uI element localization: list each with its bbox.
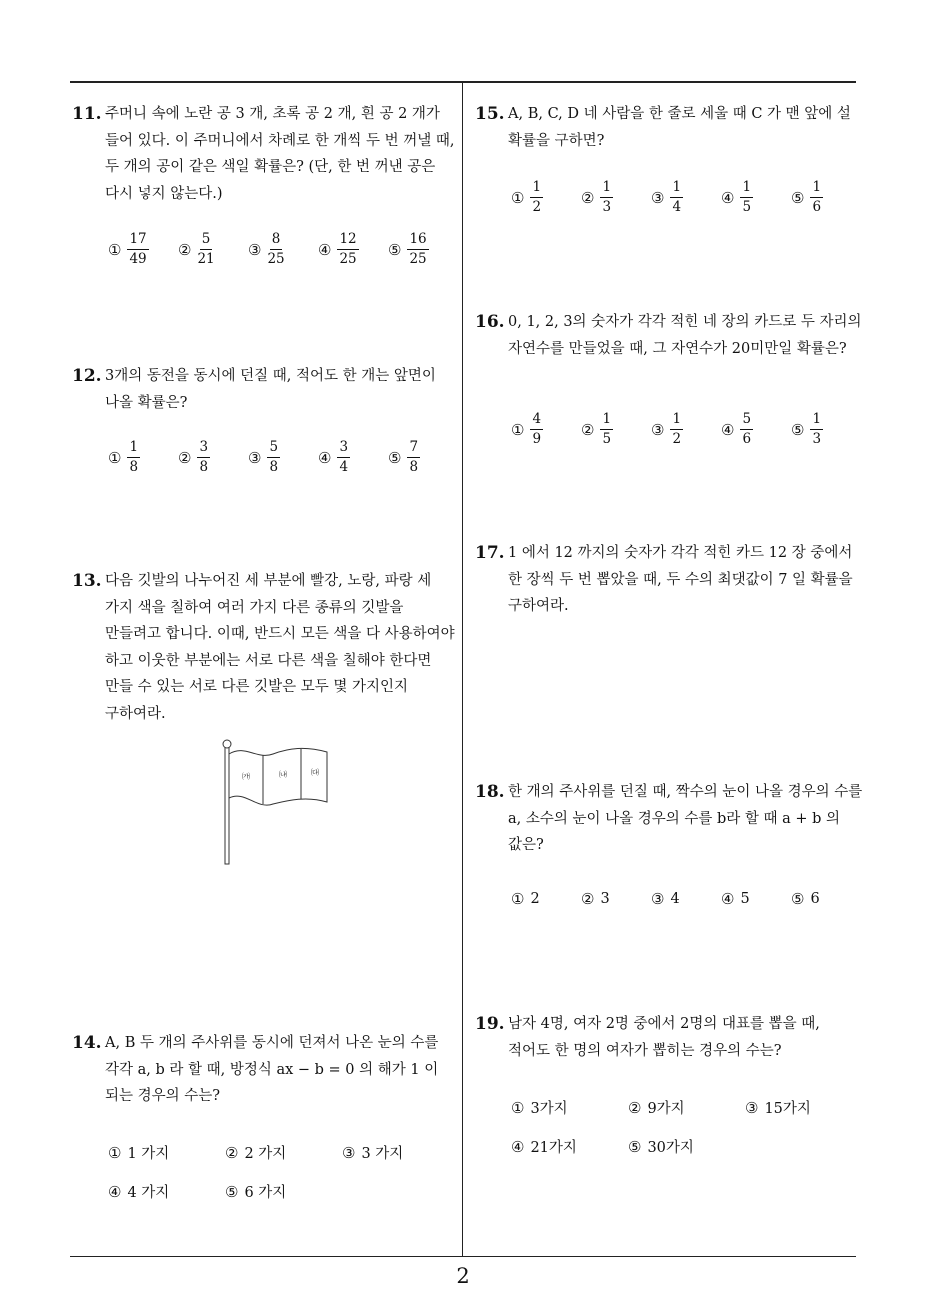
choices-14-row2 [108,1181,342,1202]
choice-5[interactable]: ⑤ $\frac{1}{6}$ [791,179,822,215]
choice-3[interactable]: ③ 15가지 [745,1098,811,1117]
choice-5[interactable]: ⑤ 6 [791,890,820,908]
problem-number: 14. [72,1033,102,1053]
choice-1[interactable]: ① 2 [511,890,540,908]
choice-2[interactable]: ② 3 [581,890,610,908]
choice-1[interactable]: ① $\frac{1}{2}$ [511,179,542,215]
choice-2[interactable]: ② 2 가지 [225,1143,287,1162]
problem-11 [72,101,460,207]
choice-5[interactable]: ⑤ $\frac{1}{3}$ [791,411,822,447]
bottom-rule [70,1256,856,1257]
choice-5[interactable]: ⑤ 6 가지 [225,1182,287,1201]
choices-16 [511,412,861,447]
problem-number: 17. [475,543,505,563]
choices-19-row2 [511,1136,745,1157]
choice-4[interactable]: ④ 5 [721,890,750,908]
top-rule [70,81,856,83]
choice-4[interactable]: ④ $\frac{1}{5}$ [721,179,752,215]
flag-label-1: ㈎ [242,772,250,781]
choice-4[interactable]: ④ $\frac{12}{25}$ [318,231,357,267]
choice-5[interactable]: ⑤ $\frac{7}{8}$ [388,439,419,475]
choice-2[interactable]: ② $\frac{3}{8}$ [178,439,209,475]
problem-text: A, B, C, D 네 사람을 한 줄로 세울 때 C 가 맨 앞에 설 확률을 구하면? [508,106,851,149]
choice-3[interactable]: ③ $\frac{5}{8}$ [248,439,279,475]
flag-diagram [215,738,335,868]
choices-14-row1 [108,1142,459,1163]
problem-number: 11. [72,104,102,124]
problem-text: 남자 4명, 여자 2명 중에서 2명의 대표를 뽑을 때, 적어도 한 명의 여자가 뽑히는 경우의 수는? [508,1016,820,1059]
problem-number: 16. [475,312,505,332]
problem-text: A, B 두 개의 주사위를 동시에 던져서 나온 눈의 수를 각각 a, b 라 할 때, 방정식 ax − b = 0 의 해가 1 이 되는 경우의 수는? [105,1035,439,1104]
problem-17 [475,540,863,620]
problem-text: 한 개의 주사위를 던질 때, 짝수의 눈이 나올 경우의 수를 a, 소수의 눈이 나올 경우의 수를 b라 할 때 a + b 의 값은? [508,784,863,853]
problem-19 [475,1011,863,1064]
problem-12 [72,363,460,416]
problem-15 [475,101,863,154]
problem-18 [475,779,863,859]
choice-2[interactable]: ② $\frac{5}{21}$ [178,231,215,267]
problem-14 [72,1030,460,1110]
problem-number: 18. [475,782,505,802]
problem-text: 다음 깃발의 나누어진 세 부분에 빨강, 노랑, 파랑 세 가지 색을 칠하여 여러 가지 다른 종류의 깃발을 만들려고 합니다. 이때, 반드시 모든 색을 다 사용하여야 하고 이웃한 부분에는 서로 다른 색을 칠해야 한다면 만들 수 있는 서로 다른 깃발은 모두 몇 가지인지 구하여라. [105,573,455,722]
choice-3[interactable]: ③ $\frac{1}{4}$ [651,179,682,215]
problem-text: 0, 1, 2, 3의 숫자가 각각 적힌 네 장의 카드로 두 자리의 자연수를 만들었을 때, 그 자연수가 20미만일 확률은? [508,314,862,357]
choice-4[interactable]: ④ 21가지 [511,1137,577,1156]
choices-19-row1 [511,1097,862,1118]
problem-text: 3개의 동전을 동시에 던질 때, 적어도 한 개는 앞면이 나올 확률은? [105,368,436,411]
choice-3[interactable]: ③ 3 가지 [342,1143,404,1162]
choice-1[interactable]: ① 3가지 [511,1098,568,1117]
flag-label-3: ㈐ [311,768,319,777]
choice-1[interactable]: ① $\frac{17}{49}$ [108,231,147,267]
choices-18 [511,890,861,908]
problem-16 [475,309,863,362]
choice-4[interactable]: ④ $\frac{5}{6}$ [721,411,752,447]
problem-number: 15. [475,104,505,124]
problem-number: 12. [72,366,102,386]
choice-3[interactable]: ③ 4 [651,890,680,908]
choice-2[interactable]: ② $\frac{1}{3}$ [581,179,612,215]
problem-text: 주머니 속에 노란 공 3 개, 초록 공 2 개, 흰 공 2 개가 들어 있다. 이 주머니에서 차례로 한 개씩 두 번 꺼낼 때, 두 개의 공이 같은 색일 확률은? (단, 한 번 꺼낸 공은 다시 넣지 않는다.) [105,106,455,202]
choice-3[interactable]: ③ $\frac{1}{2}$ [651,411,682,447]
choices-15 [511,180,861,215]
flag-label-2: ㈏ [279,770,287,779]
choice-5[interactable]: ⑤ $\frac{16}{25}$ [388,231,427,267]
choice-3[interactable]: ③ $\frac{8}{25}$ [248,231,285,267]
choices-12 [108,440,458,475]
choice-4[interactable]: ④ 4 가지 [108,1182,170,1201]
problem-13 [72,568,460,727]
problem-number: 13. [72,571,102,591]
choices-11 [108,232,458,267]
flag-figure [215,738,335,868]
choice-2[interactable]: ② $\frac{1}{5}$ [581,411,612,447]
choice-1[interactable]: ① $\frac{4}{9}$ [511,411,542,447]
choice-1[interactable]: ① 1 가지 [108,1143,170,1162]
problem-number: 19. [475,1014,505,1034]
choice-5[interactable]: ⑤ 30가지 [628,1137,694,1156]
choice-4[interactable]: ④ $\frac{3}{4}$ [318,439,349,475]
choice-1[interactable]: ① $\frac{1}{8}$ [108,439,139,475]
choice-2[interactable]: ② 9가지 [628,1098,685,1117]
page-number: 2 [456,1264,470,1288]
problem-text: 1 에서 12 까지의 숫자가 각각 적힌 카드 12 장 중에서 한 장씩 두 번 뽑았을 때, 두 수의 최댓값이 7 일 확률을 구하여라. [508,545,853,614]
column-divider [462,81,463,1256]
